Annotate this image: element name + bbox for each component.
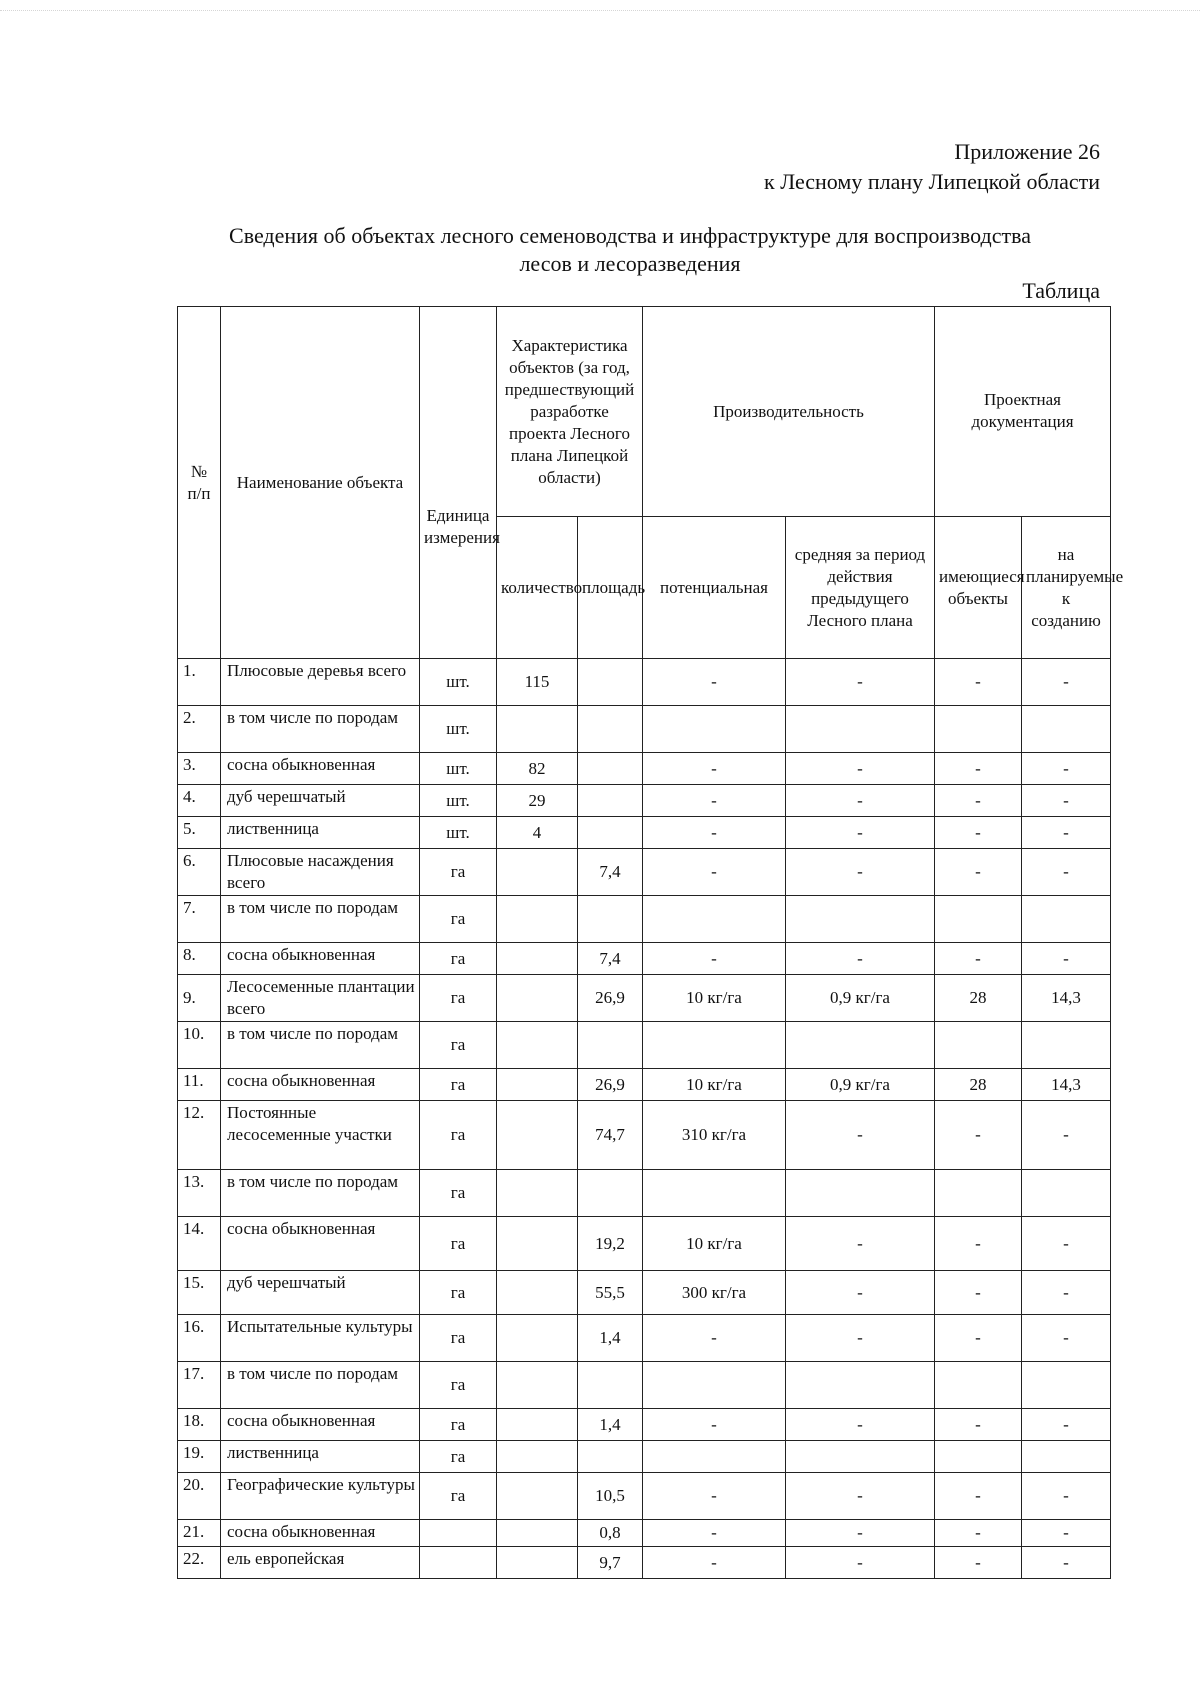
- table-body: [178, 659, 1111, 1579]
- col-header-unit: Единица измерения: [420, 307, 497, 659]
- cell-area: 19,2: [578, 1217, 643, 1271]
- cell-name: сосна обыкновенная: [221, 1217, 420, 1271]
- scan-top-edge: [0, 10, 1200, 11]
- cell-area: [578, 817, 643, 849]
- cell-area: 1,4: [578, 1315, 643, 1362]
- cell-unit: га: [420, 1069, 497, 1101]
- cell-area: [578, 659, 643, 706]
- cell-quantity: [497, 1315, 578, 1362]
- cell-average: 0,9 кг/га: [786, 1069, 935, 1101]
- table-row: [178, 1409, 1111, 1441]
- table-row: [178, 1022, 1111, 1069]
- appendix-number: Приложение 26: [954, 139, 1100, 164]
- table-row: [178, 1217, 1111, 1271]
- cell-num: 1.: [178, 659, 221, 706]
- cell-name: в том числе по породам: [221, 1362, 420, 1409]
- cell-quantity: [497, 896, 578, 943]
- cell-quantity: [497, 1409, 578, 1441]
- cell-planned: -: [1022, 1520, 1111, 1547]
- cell-existing: -: [935, 1315, 1022, 1362]
- table-row: [178, 1170, 1111, 1217]
- table-row: [178, 943, 1111, 975]
- cell-quantity: [497, 975, 578, 1022]
- cell-unit: шт.: [420, 753, 497, 785]
- cell-area: 0,8: [578, 1520, 643, 1547]
- cell-quantity: [497, 1271, 578, 1315]
- cell-unit: га: [420, 1271, 497, 1315]
- cell-potential: -: [643, 849, 786, 896]
- cell-planned: -: [1022, 1271, 1111, 1315]
- cell-area: [578, 753, 643, 785]
- cell-planned: [1022, 706, 1111, 753]
- cell-unit: [420, 1520, 497, 1547]
- table-row: [178, 1101, 1111, 1170]
- cell-name: лиственница: [221, 1441, 420, 1473]
- cell-name: в том числе по породам: [221, 1022, 420, 1069]
- cell-planned: 14,3: [1022, 1069, 1111, 1101]
- cell-quantity: [497, 1520, 578, 1547]
- cell-existing: [935, 1441, 1022, 1473]
- cell-unit: шт.: [420, 785, 497, 817]
- cell-num: 17.: [178, 1362, 221, 1409]
- cell-potential: [643, 896, 786, 943]
- cell-existing: -: [935, 849, 1022, 896]
- cell-average: -: [786, 785, 935, 817]
- cell-planned: -: [1022, 753, 1111, 785]
- title-line-1: Сведения об объектах лесного семеноводства и инфраструктуре для воспроизводства: [229, 223, 1031, 248]
- cell-average: -: [786, 1217, 935, 1271]
- cell-name: Плюсовые насаждения всего: [221, 849, 420, 896]
- cell-unit: га: [420, 1473, 497, 1520]
- cell-unit: [420, 1547, 497, 1579]
- cell-quantity: [497, 849, 578, 896]
- cell-average: [786, 1170, 935, 1217]
- cell-area: 26,9: [578, 1069, 643, 1101]
- cell-num: 22.: [178, 1547, 221, 1579]
- cell-existing: [935, 706, 1022, 753]
- cell-unit: га: [420, 1101, 497, 1170]
- cell-name: сосна обыкновенная: [221, 1069, 420, 1101]
- cell-quantity: [497, 706, 578, 753]
- cell-quantity: [497, 1022, 578, 1069]
- cell-unit: га: [420, 1170, 497, 1217]
- cell-planned: [1022, 896, 1111, 943]
- cell-planned: -: [1022, 1409, 1111, 1441]
- cell-existing: -: [935, 943, 1022, 975]
- cell-num: 12.: [178, 1101, 221, 1170]
- cell-potential: -: [643, 753, 786, 785]
- cell-existing: 28: [935, 1069, 1022, 1101]
- cell-name: Лесосеменные плантации всего: [221, 975, 420, 1022]
- cell-planned: -: [1022, 849, 1111, 896]
- cell-unit: га: [420, 1217, 497, 1271]
- cell-num: 6.: [178, 849, 221, 896]
- col-header-characteristics: Характеристика объектов (за год, предшествующий разработке проекта Лесного плана Липецкой области): [497, 307, 643, 517]
- table-row: [178, 753, 1111, 785]
- cell-area: [578, 896, 643, 943]
- cell-potential: 10 кг/га: [643, 975, 786, 1022]
- cell-quantity: [497, 943, 578, 975]
- cell-area: 55,5: [578, 1271, 643, 1315]
- cell-potential: [643, 1022, 786, 1069]
- cell-quantity: [497, 1473, 578, 1520]
- cell-area: [578, 1441, 643, 1473]
- cell-potential: [643, 706, 786, 753]
- cell-name: Испытательные культуры: [221, 1315, 420, 1362]
- cell-area: 9,7: [578, 1547, 643, 1579]
- cell-unit: га: [420, 849, 497, 896]
- seed-objects-table: [177, 306, 1124, 1579]
- cell-unit: га: [420, 943, 497, 975]
- cell-quantity: 115: [497, 659, 578, 706]
- cell-unit: га: [420, 1022, 497, 1069]
- cell-planned: -: [1022, 943, 1111, 975]
- cell-unit: га: [420, 1315, 497, 1362]
- cell-num: 20.: [178, 1473, 221, 1520]
- cell-area: [578, 706, 643, 753]
- cell-num: 3.: [178, 753, 221, 785]
- cell-num: 7.: [178, 896, 221, 943]
- cell-existing: [935, 1362, 1022, 1409]
- cell-num: 8.: [178, 943, 221, 975]
- cell-quantity: [497, 1547, 578, 1579]
- cell-num: 9.: [178, 975, 221, 1022]
- cell-name: лиственница: [221, 817, 420, 849]
- cell-potential: 310 кг/га: [643, 1101, 786, 1170]
- cell-planned: -: [1022, 1217, 1111, 1271]
- cell-area: 10,5: [578, 1473, 643, 1520]
- cell-quantity: 29: [497, 785, 578, 817]
- cell-planned: -: [1022, 785, 1111, 817]
- cell-existing: -: [935, 659, 1022, 706]
- cell-existing: -: [935, 1409, 1022, 1441]
- cell-area: 7,4: [578, 849, 643, 896]
- cell-average: -: [786, 1271, 935, 1315]
- cell-average: -: [786, 1315, 935, 1362]
- cell-num: 15.: [178, 1271, 221, 1315]
- cell-num: 19.: [178, 1441, 221, 1473]
- cell-quantity: [497, 1362, 578, 1409]
- document-title: [180, 222, 1080, 278]
- cell-potential: [643, 1362, 786, 1409]
- cell-num: 13.: [178, 1170, 221, 1217]
- cell-planned: -: [1022, 1315, 1111, 1362]
- col-header-existing: имеющиеся объекты: [935, 517, 1022, 659]
- cell-existing: [935, 1022, 1022, 1069]
- col-header-quantity: количество: [497, 517, 578, 659]
- cell-name: Постоянные лесосеменные участки: [221, 1101, 420, 1170]
- cell-planned: -: [1022, 817, 1111, 849]
- cell-planned: -: [1022, 1547, 1111, 1579]
- col-header-name: Наименование объекта: [221, 307, 420, 659]
- cell-area: [578, 785, 643, 817]
- cell-average: [786, 1022, 935, 1069]
- cell-name: в том числе по породам: [221, 706, 420, 753]
- cell-name: Географические культуры: [221, 1473, 420, 1520]
- cell-num: 18.: [178, 1409, 221, 1441]
- cell-area: [578, 1170, 643, 1217]
- cell-num: 16.: [178, 1315, 221, 1362]
- cell-potential: -: [643, 785, 786, 817]
- cell-unit: га: [420, 1441, 497, 1473]
- cell-potential: -: [643, 1409, 786, 1441]
- cell-name: сосна обыкновенная: [221, 1409, 420, 1441]
- cell-quantity: [497, 1170, 578, 1217]
- cell-existing: -: [935, 753, 1022, 785]
- cell-average: -: [786, 753, 935, 785]
- cell-area: 26,9: [578, 975, 643, 1022]
- cell-potential: 10 кг/га: [643, 1069, 786, 1101]
- cell-planned: -: [1022, 1101, 1111, 1170]
- cell-planned: [1022, 1362, 1111, 1409]
- cell-average: -: [786, 1101, 935, 1170]
- cell-quantity: [497, 1217, 578, 1271]
- cell-existing: [935, 896, 1022, 943]
- cell-name: сосна обыкновенная: [221, 753, 420, 785]
- cell-quantity: 4: [497, 817, 578, 849]
- col-header-num: № п/п: [178, 307, 221, 659]
- cell-existing: -: [935, 1101, 1022, 1170]
- cell-quantity: [497, 1101, 578, 1170]
- appendix-header: [764, 137, 1100, 197]
- cell-existing: -: [935, 785, 1022, 817]
- cell-potential: -: [643, 1520, 786, 1547]
- cell-area: 7,4: [578, 943, 643, 975]
- cell-average: -: [786, 1547, 935, 1579]
- col-header-project-docs: Проектная документация: [935, 307, 1111, 517]
- cell-unit: шт.: [420, 817, 497, 849]
- cell-existing: [935, 1170, 1022, 1217]
- cell-existing: -: [935, 1473, 1022, 1520]
- cell-num: 11.: [178, 1069, 221, 1101]
- cell-existing: 28: [935, 975, 1022, 1022]
- cell-average: -: [786, 659, 935, 706]
- table-row: [178, 1520, 1111, 1547]
- table-row: [178, 975, 1111, 1022]
- cell-potential: -: [643, 943, 786, 975]
- cell-name: дуб черешчатый: [221, 1271, 420, 1315]
- table-row: [178, 1547, 1111, 1579]
- cell-existing: -: [935, 1520, 1022, 1547]
- cell-planned: [1022, 1022, 1111, 1069]
- table-row: [178, 896, 1111, 943]
- cell-average: -: [786, 849, 935, 896]
- cell-average: -: [786, 943, 935, 975]
- cell-quantity: 82: [497, 753, 578, 785]
- cell-num: 4.: [178, 785, 221, 817]
- cell-num: 10.: [178, 1022, 221, 1069]
- cell-planned: 14,3: [1022, 975, 1111, 1022]
- cell-unit: га: [420, 1362, 497, 1409]
- table-row: [178, 1069, 1111, 1101]
- title-line-2: лесов и лесоразведения: [519, 251, 741, 276]
- cell-quantity: [497, 1069, 578, 1101]
- cell-name: ель европейская: [221, 1547, 420, 1579]
- cell-planned: [1022, 1441, 1111, 1473]
- table-row: [178, 1271, 1111, 1315]
- cell-planned: [1022, 1170, 1111, 1217]
- table-row: [178, 1315, 1111, 1362]
- cell-unit: га: [420, 975, 497, 1022]
- cell-area: [578, 1022, 643, 1069]
- cell-existing: -: [935, 817, 1022, 849]
- cell-unit: шт.: [420, 706, 497, 753]
- cell-name: Плюсовые деревья всего: [221, 659, 420, 706]
- cell-average: [786, 1441, 935, 1473]
- table-row: [178, 659, 1111, 706]
- table-row: [178, 785, 1111, 817]
- table-label: Таблица: [1022, 278, 1100, 303]
- cell-num: 21.: [178, 1520, 221, 1547]
- col-header-productivity: Производительность: [643, 307, 935, 517]
- cell-average: [786, 706, 935, 753]
- col-header-potential: потенциальная: [643, 517, 786, 659]
- cell-unit: шт.: [420, 659, 497, 706]
- cell-num: 14.: [178, 1217, 221, 1271]
- cell-average: [786, 896, 935, 943]
- table-row: [178, 706, 1111, 753]
- table-row: [178, 817, 1111, 849]
- cell-potential: -: [643, 1547, 786, 1579]
- cell-name: в том числе по породам: [221, 896, 420, 943]
- appendix-reference: к Лесному плану Липецкой области: [764, 169, 1100, 194]
- cell-area: 74,7: [578, 1101, 643, 1170]
- cell-name: в том числе по породам: [221, 1170, 420, 1217]
- cell-potential: -: [643, 1315, 786, 1362]
- cell-average: -: [786, 1520, 935, 1547]
- cell-planned: -: [1022, 659, 1111, 706]
- cell-potential: -: [643, 817, 786, 849]
- cell-average: 0,9 кг/га: [786, 975, 935, 1022]
- cell-name: сосна обыкновенная: [221, 943, 420, 975]
- cell-average: [786, 1362, 935, 1409]
- cell-average: -: [786, 817, 935, 849]
- cell-unit: га: [420, 896, 497, 943]
- cell-num: 5.: [178, 817, 221, 849]
- cell-existing: -: [935, 1271, 1022, 1315]
- table-row: [178, 1473, 1111, 1520]
- col-header-area: площадь: [578, 517, 643, 659]
- col-header-planned: на планируемые к созданию: [1022, 517, 1111, 659]
- cell-average: -: [786, 1473, 935, 1520]
- cell-quantity: [497, 1441, 578, 1473]
- cell-existing: -: [935, 1547, 1022, 1579]
- cell-planned: -: [1022, 1473, 1111, 1520]
- cell-area: 1,4: [578, 1409, 643, 1441]
- cell-potential: -: [643, 1473, 786, 1520]
- cell-average: -: [786, 1409, 935, 1441]
- cell-area: [578, 1362, 643, 1409]
- cell-potential: 300 кг/га: [643, 1271, 786, 1315]
- cell-potential: 10 кг/га: [643, 1217, 786, 1271]
- cell-name: дуб черешчатый: [221, 785, 420, 817]
- table-row: [178, 849, 1111, 896]
- cell-potential: [643, 1170, 786, 1217]
- cell-potential: [643, 1441, 786, 1473]
- table-row: [178, 1362, 1111, 1409]
- cell-existing: -: [935, 1217, 1022, 1271]
- cell-num: 2.: [178, 706, 221, 753]
- cell-name: сосна обыкновенная: [221, 1520, 420, 1547]
- table-row: [178, 1441, 1111, 1473]
- col-header-average: средняя за период действия предыдущего Лесного плана: [786, 517, 935, 659]
- cell-potential: -: [643, 659, 786, 706]
- cell-unit: га: [420, 1409, 497, 1441]
